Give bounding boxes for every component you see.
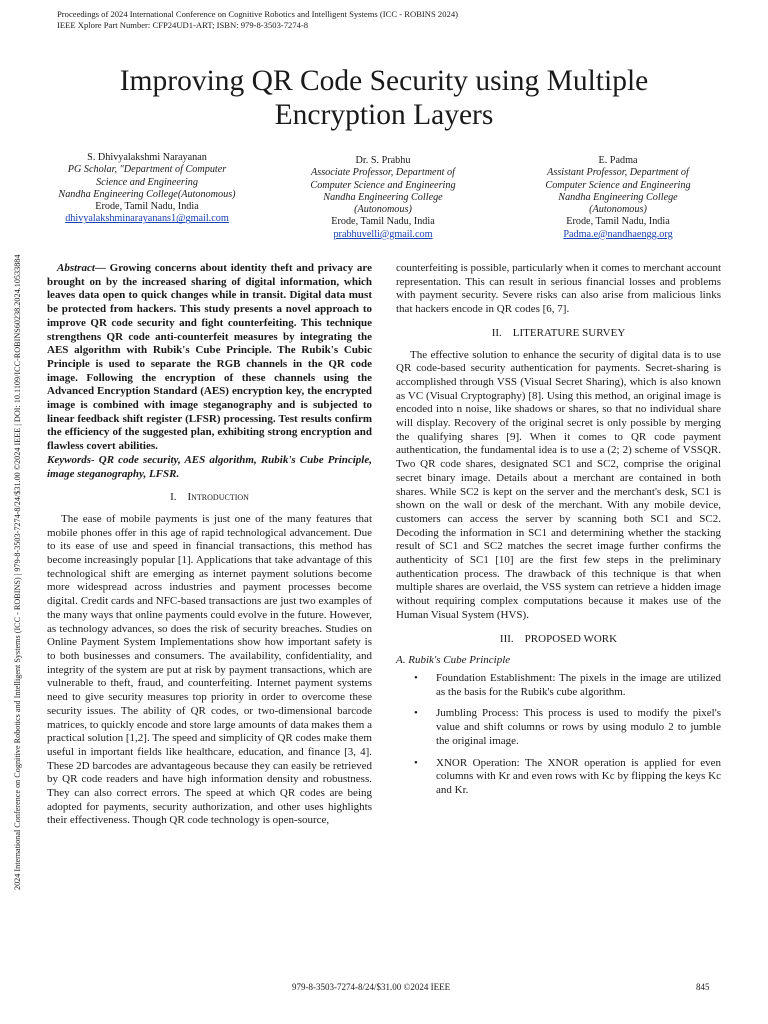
abstract-text: Growing concerns about identity theft and privacy are brought on by the increased sharing of digital information, which leaves data open to quick changes while in transit. Digital data must be protected from hackers. This study presents a novel approach to improve QR code security and fight counterfeiting. This technique strengthens QR code anti-counterfeit measures by integrating the AES algorithm with Rubik's Cube Principle. The Rubik's Cubic Principle is used to separate the RGB channels in the QR code image. Following the encryption of these channels using the Advanced Encryption Standard (AES) encryption key, the encrypted image is combined with image steganography and is subjected to linear feedback shift register (LFSR) processing. Test results confirm the efficiency of the suggested plan, exhibiting strong encryption and flawless covert abilities.	[47, 262, 372, 453]
bullet-list	[396, 672, 721, 798]
section-number: II.	[491, 326, 502, 339]
section-number: III.	[499, 632, 514, 645]
author-affiliation: Nandha Engineering College	[323, 191, 443, 203]
literature-paragraph: The effective solution to enhance the security of digital data is to use QR code-based security authentication for payments. Secret-sharing is accomplished through VSS (Visual Secret Sharing), which is also known as VC (Visual Cryptography) [8]. Using this method, an original image is encoded into n noise, like shadows or shares, so that no individual share will display. Recovery of the original secret is only possible by merging the qualifying shares [9]. When it comes to QR code payment authentication, the fundamental idea is to use a (2; 2) scheme of VSSQR. Two QR code shares, designated SC1 and SC2, comprise the original secret binary image. Details about a merchant are contained in both shares. While SC2 is kept on the server and the merchant's desk, SC1 is shown on the wall or desk of the merchant. With any mobile device, customers can access the server by scanning both SC1 and SC2. Decoding the information in SC1 and determining whether the stacking result of SC1 and SC2 matches the secret image further confirms the authenticity of SC1 [10] are the first few steps in the preliminary authentication process. The drawback of this technique is that when multiple shares are overlaid, the VSS system can retrieve a hidden image without requiring complex computations because it makes use of the Human Visual System (HVS).	[396, 348, 721, 621]
keywords: Keywords- QR code security, AES algorithm, Rubik's Cube Principle, image steganography, LFSR.	[47, 453, 372, 480]
author-affiliation: Assistant Professor, Department of	[547, 167, 689, 179]
section-heading-introduction	[47, 491, 372, 505]
introduction-paragraph: The ease of mobile payments is just one of the many features that mobile phones offer in this age of rapid technological advancement. Due to its ease of use and speed in financial transactions, this method has become increasingly popular [1]. Applications that take advantage of this technological shift are emerging as internet payment solutions become more widespread across industries and payment processes become digital. Credit cards and NFC-based transactions are just two examples of the many ways that online payments could evolve in the future. However, as technology advances, so does the risk of security breaches. Studies on Online Payment System Implementations show how important safety is to both businesses and consumers. The availability, confidentiality, and integrity of the system are put at risk by payment transactions, which are vulnerable to theft, fraud, and counterfeiting. Internet payment systems need to give security measures top priority in order to overcome these security issues. The ability of QR codes, or two-dimensional barcode matrices, to quickly encode and store large amounts of data makes them a practical solution [1,2]. The speed and simplicity of QR codes make them useful in important fields like healthcare, education, and finance [3, 4]. These 2D barcodes are advantageous because they can easily be retrieved by QR code readers and have high information density and robustness. They can also correct errors. The speed at which QR codes are being adopted for payments, security authorization, and other uses highlights their effectiveness. Though QR code technology is open-source,	[47, 512, 372, 827]
author-name: S. Dhivyalakshmi Narayanan	[87, 152, 207, 163]
header-line-2: IEEE Xplore Part Number: CFP24UD1-ART; ISBN: 979-8-3503-7274-8	[57, 20, 309, 30]
author-block-2	[288, 155, 478, 241]
list-item	[396, 672, 721, 699]
author-affiliation: Associate Professor, Department of	[311, 167, 455, 179]
author-affiliation: (Autonomous)	[354, 204, 412, 216]
author-block-3	[523, 155, 713, 241]
abstract-dash: —	[94, 262, 110, 274]
section-title: PROPOSED WORK	[524, 632, 618, 645]
proceedings-header	[57, 9, 458, 31]
bullet-icon: •	[414, 707, 418, 720]
author-affiliation: PG Scholar, "Department of Computer	[67, 164, 227, 176]
list-item-text: Jumbling Process: This process is used to modify the pixel's value and shift columns or rows by using modulo 2 to jumble the original image.	[436, 707, 721, 747]
introduction-continued: counterfeiting is possible, particularly when it comes to merchant account representation. This can result in serious financial losses and problems with payment security. Severe risks can also arise from malicious links that hackers encode in QR codes [6, 7].	[396, 262, 722, 316]
author-location: Erode, Tamil Nadu, India	[95, 201, 199, 213]
section-title: Introduction	[187, 491, 249, 504]
author-affiliation: Nandha Engineering College	[558, 191, 678, 203]
author-email-link[interactable]: prabhuvelli@gmail.com	[333, 228, 433, 240]
author-affiliation: Nandha Engineering College(Autonomous)	[58, 188, 236, 200]
abstract	[47, 262, 372, 454]
list-item	[396, 707, 721, 748]
list-item-text: Foundation Establishment: The pixels in the image are utilized as the basis for the Rubik's cube algorithm.	[436, 671, 721, 698]
bullet-icon: •	[414, 671, 418, 684]
author-location: Erode, Tamil Nadu, India	[566, 216, 670, 228]
right-column	[396, 262, 721, 806]
subsection-heading: A. Rubik's Cube Principle	[396, 654, 511, 667]
page-number: 845	[696, 982, 710, 992]
section-title: LITERATURE SURVEY	[512, 326, 626, 339]
author-affiliation: (Autonomous)	[589, 204, 647, 216]
author-location: Erode, Tamil Nadu, India	[331, 216, 435, 228]
section-heading-literature	[396, 327, 721, 341]
side-doi-text: 2024 International Conference on Cognitive Robotics and Intelligent Systems (ICC - ROBINS) | 979-8-3503-7274-8/24/$31.00 ©2024 IEEE | DOI: 10.1109/ICC-ROBINS60238.2024.10533884	[13, 254, 22, 890]
left-column	[47, 262, 372, 828]
section-heading-proposed	[396, 633, 721, 647]
list-item	[396, 757, 721, 798]
author-affiliation: Computer Science and Engineering	[310, 179, 456, 191]
author-name: E. Padma	[598, 155, 638, 166]
author-name: Dr. S. Prabhu	[355, 155, 411, 166]
author-block-1	[42, 152, 252, 226]
list-item-text: XNOR Operation: The XNOR operation is applied for even columns with Kr and even rows with Kc by flipping the keys Kc and Kr.	[436, 756, 721, 796]
section-number: I.	[170, 491, 177, 504]
header-line-1: Proceedings of 2024 International Conference on Cognitive Robotics and Intelligent Systems (ICC - ROBINS 2024)	[57, 9, 458, 19]
paper-title: Improving QR Code Security using Multiple Encryption Layers	[119, 65, 649, 131]
author-affiliation: Science and Engineering	[96, 176, 198, 188]
abstract-label: Abstract	[57, 262, 95, 274]
bullet-icon: •	[414, 756, 418, 769]
footer-copyright: 979-8-3503-7274-8/24/$31.00 ©2024 IEEE	[292, 982, 451, 992]
author-affiliation: Computer Science and Engineering	[545, 179, 691, 191]
author-email-link[interactable]: dhivyalakshminarayanans1@gmail.com	[65, 213, 229, 225]
author-email-link[interactable]: Padma.e@nandhaengg.org	[563, 228, 673, 240]
